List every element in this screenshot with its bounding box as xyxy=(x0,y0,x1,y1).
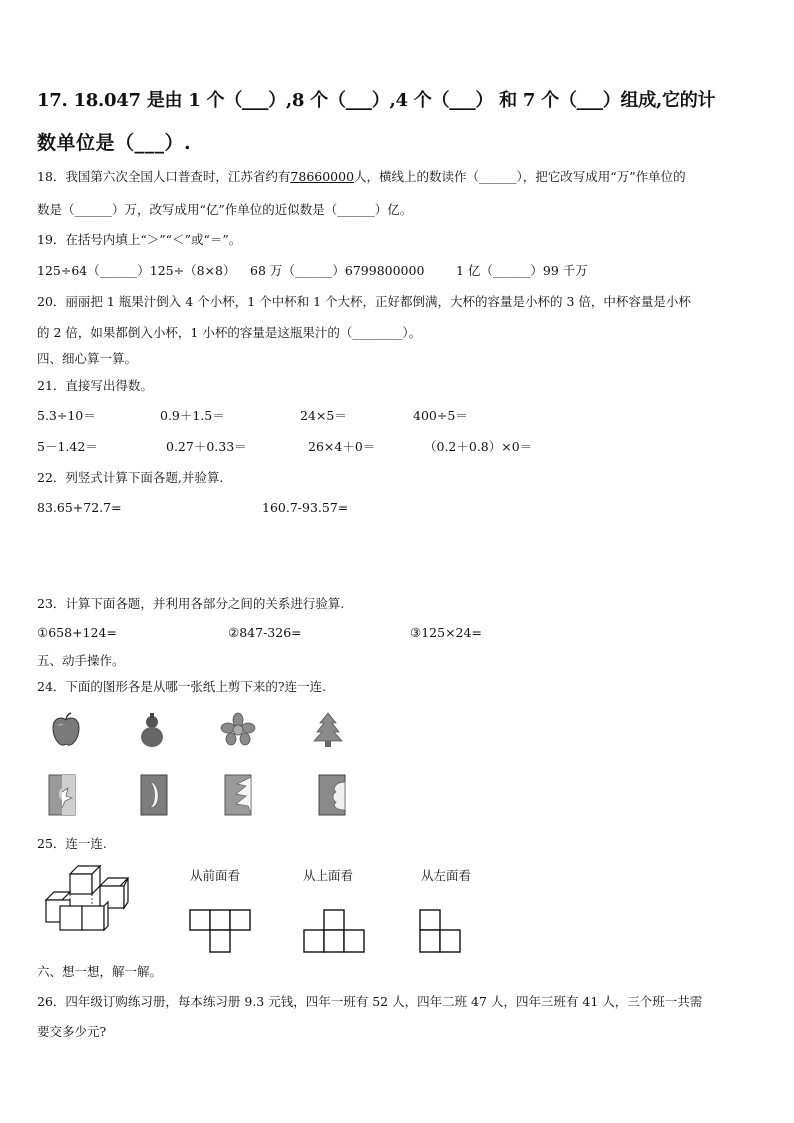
section-5-heading: 五、动手操作。 xyxy=(37,653,125,668)
q26-line1: 26．四年级订购练习册，每本练习册 9.3 元钱，四年一班有 52 人，四年二班 47 人，四年三班有 41 人，三个班一共需 xyxy=(37,994,703,1009)
q18-text-b: 人，横线上的数读作（______），把它改写成用“万”作单位的 xyxy=(354,169,686,184)
q22-item-1: 83.65+72.7= xyxy=(37,500,122,515)
tree-icon[interactable] xyxy=(312,712,344,752)
q25-title: 25．连一连. xyxy=(37,836,107,851)
q21-r2-c4: （0.2＋0.8）×0＝ xyxy=(424,439,533,454)
q21-r2-c2: 0.27＋0.33＝ xyxy=(166,439,247,454)
q21-r1-c1: 5.3÷10＝ xyxy=(37,408,96,423)
apple-icon[interactable] xyxy=(50,712,82,752)
q19-title: 19．在括号内填上“＞”“＜”或“＝”。 xyxy=(37,232,242,247)
left-view-diagram[interactable] xyxy=(419,909,465,955)
q21-r1-c2: 0.9＋1.5＝ xyxy=(160,408,225,423)
q22-title: 22．列竖式计算下面各题,并验算. xyxy=(37,470,224,485)
front-view-diagram[interactable] xyxy=(189,909,253,955)
q17-line1: 17. 18.047 是由 1 个（___）,8 个（___）,4 个（___） 和 7 个（___）组成,它的计 xyxy=(37,90,716,111)
q21-r1-c3: 24×5＝ xyxy=(300,408,347,423)
section-6-heading: 六、想一想，解一解。 xyxy=(37,964,163,979)
q21-r2-c3: 26×4＋0＝ xyxy=(308,439,376,454)
q18-line2: 数是（______）万，改写成用“亿”作单位的近似数是（______）亿。 xyxy=(37,202,413,217)
q23-item-1: ①658+124= xyxy=(37,625,117,640)
cut-paper-c-icon[interactable] xyxy=(224,774,254,820)
cut-paper-a-icon[interactable] xyxy=(48,774,78,820)
cube-stack-3d xyxy=(42,862,134,934)
flower-icon[interactable] xyxy=(220,712,256,750)
view-label-front: 从前面看 xyxy=(190,868,241,883)
q19-item-1: 125÷64（______）125÷（8×8） xyxy=(37,263,236,278)
q26-line2: 要交多少元? xyxy=(37,1024,107,1039)
q17-line2: 数单位是（___）. xyxy=(37,132,192,154)
q20-line2: 的 2 倍，如果都倒入小杯，1 小杯的容量是这瓶果汁的（________）。 xyxy=(37,325,422,340)
q22-item-2: 160.7-93.57= xyxy=(262,500,349,515)
q24-title: 24．下面的图形各是从哪一张纸上剪下来的?连一连. xyxy=(37,679,327,694)
top-view-diagram[interactable] xyxy=(303,909,367,955)
q19-item-2: 68 万（______）6799800000 xyxy=(250,263,425,278)
q23-item-2: ②847-326= xyxy=(228,625,302,640)
q21-r1-c4: 400÷5＝ xyxy=(413,408,468,423)
q18-line1 xyxy=(37,167,686,185)
q21-title: 21．直接写出得数。 xyxy=(37,378,153,393)
q19-item-3: 1 亿（______）99 千万 xyxy=(456,263,588,278)
q18-underlined-number: 78660000 xyxy=(290,169,355,184)
section-4-heading: 四、细心算一算。 xyxy=(37,351,138,366)
gourd-icon[interactable] xyxy=(137,712,167,752)
q23-item-3: ③125×24= xyxy=(410,625,482,640)
view-label-left: 从左面看 xyxy=(421,868,472,883)
cut-paper-d-icon[interactable] xyxy=(318,774,348,820)
view-label-top: 从上面看 xyxy=(303,868,354,883)
q23-title: 23．计算下面各题，并利用各部分之间的关系进行验算. xyxy=(37,596,345,611)
q18-text-a: 18．我国第六次全国人口普查时，江苏省约有 xyxy=(37,169,291,184)
q20-line1: 20．丽丽把 1 瓶果汁倒入 4 个小杯，1 个中杯和 1 个大杯，正好都倒满，大杯的容量是小杯的 3 倍，中杯容量是小杯 xyxy=(37,294,691,309)
q21-r2-c1: 5－1.42＝ xyxy=(37,439,98,454)
cut-paper-b-icon[interactable] xyxy=(140,774,170,820)
